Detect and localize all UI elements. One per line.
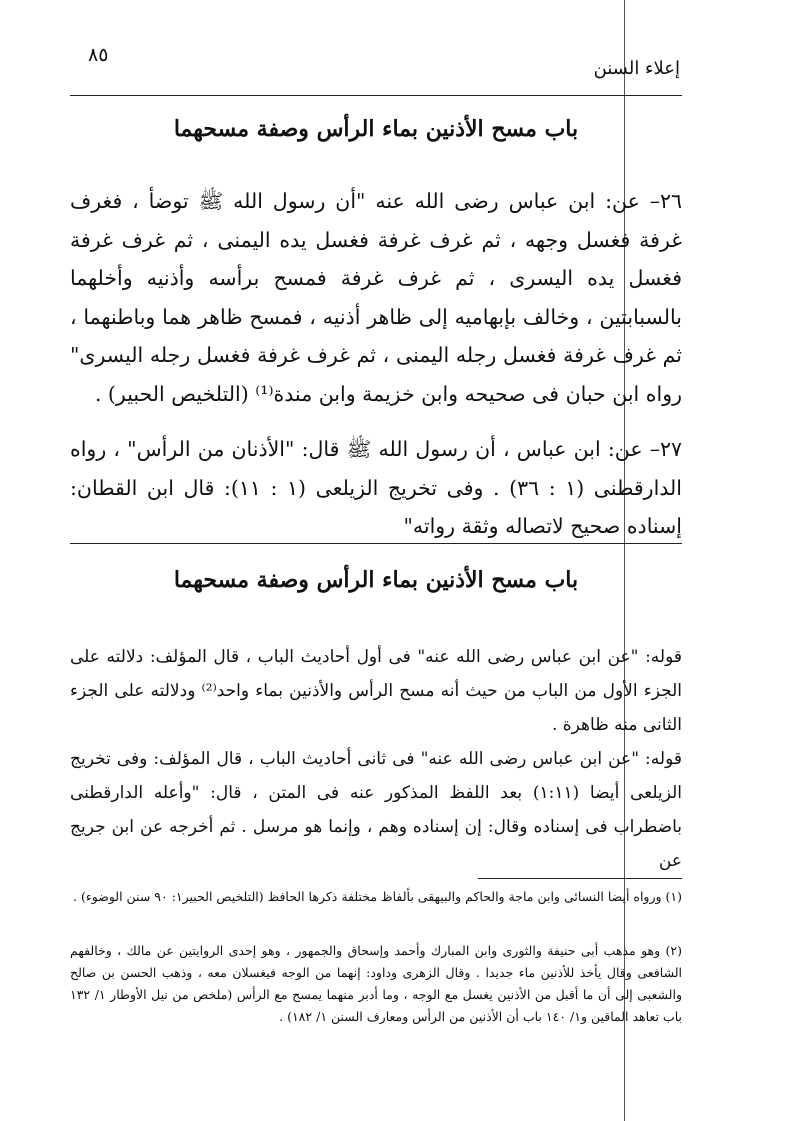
page-number: ٨٥ xyxy=(88,44,109,66)
book-title: إعلاء السنن xyxy=(593,58,680,79)
hadith-26: ٢٦– عن: ابن عباس رضى الله عنه "أن رسول الله ﷺ توضأ ، فغرف غرفة فغسل وجهه ، ثم غرف غرفة فغسل يده اليمنى ، ثم غرف غرفة فغسل يده اليسرى ، ثم غرف غرفة فمسح برأسه وأذنيه وأخلهما بالسبابتين ، وخالف بإبهاميه إلى ظاهر أذنيه ، فمسح ظاهر هما وباطنهما ، ثم غرف غرفة فغسل رجله اليمنى ، ثم غرف غرفة فغسل رجله اليسرى" رواه ابن حبان فى صحيحه وابن خزيمة وابن مندة⁽¹⁾ (التلخيص الحبير) . xyxy=(70,189,682,406)
commentary-para-2: قوله: "عن ابن عباس رضى الله عنه" فى ثانى أحاديث الباب ، قال المؤلف: وفى تخريج الزيلعى أيضا (١:١١) بعد اللفظ المذكور عنه فى المتن ، قال: "وأعله الدارقطنى باضطراب فى إسناده وقال: إن إسناده وهم ، وإنما هو مرسل . ثم أخرجه عن ابن جريج عن xyxy=(70,749,682,871)
section-divider xyxy=(70,543,682,544)
footnote-2: (٢) وهو مذهب أبى حنيفة والثورى وابن المبارك وأحمد وإسحاق والجمهور ، وهو إحدى الروايتين عن مالك ، وخالفهم الشافعى وقال يأخذ للأذنين ماء جديدا . وقال الزهرى وداود: إنهما من الوجه فيغسلان معه ، وذهب الحسن بن صالح والشعبى إلى أن ما أقبل من الأذنين يغسل مع الوجه ، وما أدبر منهما يمسح مع الرأس (ملخص من نيل الأوطار ١/ ١٣٢ باب تعاهد الماقين و١/ ١٤٠ باب أن الأذنين من الرأس ومعارف السنن ١/ ١٨٢) . xyxy=(70,943,683,1024)
header-rule xyxy=(70,95,682,96)
commentary-para-1: قوله: "عن ابن عباس رضى الله عنه" فى أول أحاديث الباب ، قال المؤلف: دلالته على الجزء الأول من الباب من حيث أنه مسح الرأس والأذنين بماء واحد⁽²⁾ ودلالته على الجزء الثانى منه ظاهرة . xyxy=(70,647,682,735)
hadith-27: ٢٧– عن: ابن عباس ، أن رسول الله ﷺ قال: "الأذنان من الرأس" ، رواه الدارقطنى (١ : ٣٦) . وفى تخريج الزيلعى (١ : ١١): قال ابن القطان: إسناده صحيح لاتصاله وثقة رواته" xyxy=(70,437,682,538)
chapter-heading: باب مسح الأذنين بماء الرأس وصفة مسحهما xyxy=(173,116,579,142)
commentary-heading: باب مسح الأذنين بماء الرأس وصفة مسحهما xyxy=(173,567,579,593)
footnote-1: (١) ورواه أيضا النسائى وابن ماجة والحاكم والبيهقى بألفاظ مختلفة ذكرها الحافظ (التلخيص الحبير١: ٩٠ سنن الوضوء) . xyxy=(73,889,682,904)
footnote-rule xyxy=(478,878,682,879)
